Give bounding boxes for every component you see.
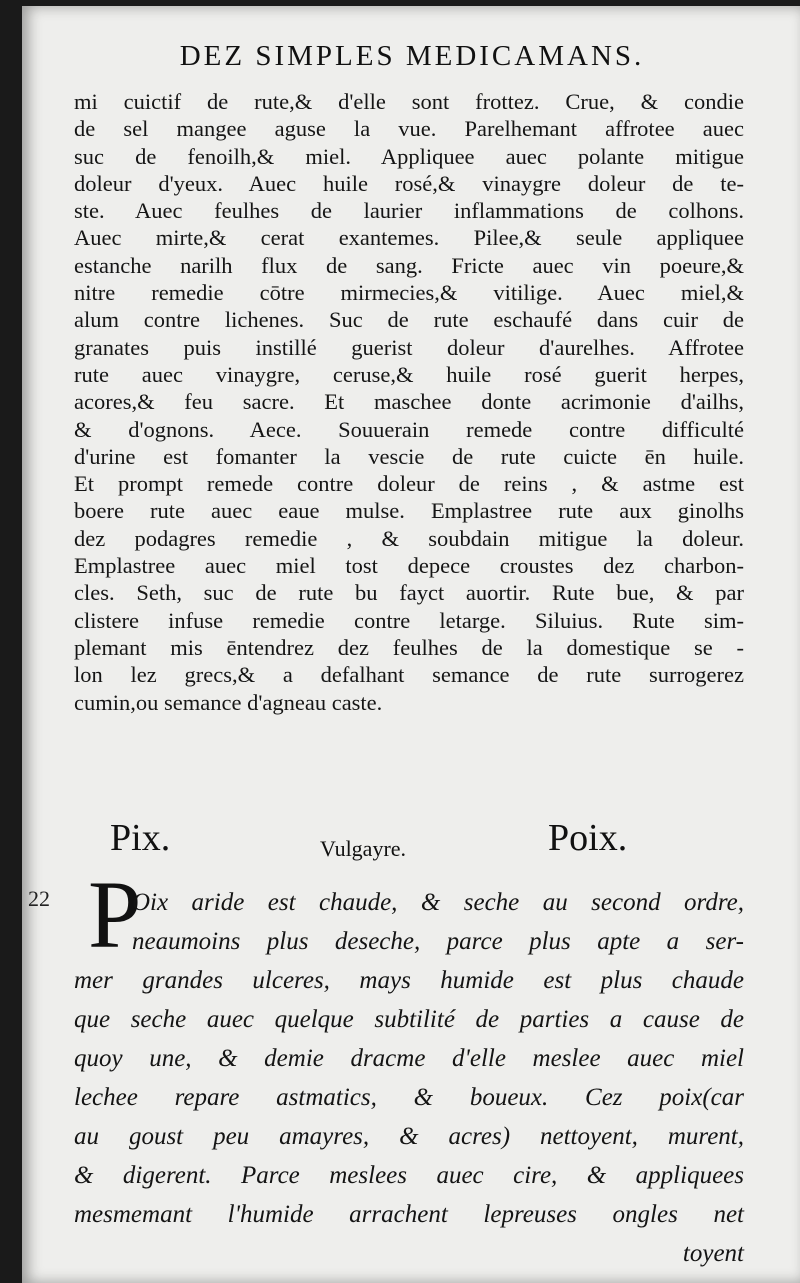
text-line: acores,& feu sacre. Et maschee donte acrimonie d'ailhs,	[74, 389, 744, 415]
text-line: de sel mangee aguse la vue. Parelhemant affrotee auec	[74, 116, 744, 142]
french-name: Poix.	[548, 817, 628, 859]
body-text	[74, 88, 744, 716]
text-line: estanche narilh flux de sang. Fricte auec vin poeure,&	[74, 252, 744, 278]
text-line: lon lez grecs,& a defalhant semance de rute surrogerez	[74, 662, 744, 688]
heading-subtitle: Vulgayre.	[320, 836, 407, 861]
italic-line: mesmemant l'humide arrachent lepreuses ongles net	[74, 1201, 744, 1228]
text-line: plemant mis ēntendrez dez feulhes de la domestique se -	[74, 634, 744, 660]
italic-line: que seche auec quelque subtilité de parties a cause de	[74, 1006, 744, 1033]
margin-number: 22	[28, 886, 50, 911]
book-page	[22, 6, 800, 1283]
text-line: boere rute auec eaue mulse. Emplastree rute aux ginolhs	[74, 498, 744, 524]
latin-name: Pix.	[110, 817, 171, 859]
italic-line: Oix aride est chaude, & seche au second ordre,	[132, 889, 744, 916]
running-head: DEZ SIMPLES MEDICAMANS.	[179, 40, 645, 72]
text-line: suc de fenoilh,& miel. Appliquee auec polante mitigue	[74, 143, 744, 169]
text-line: d'urine est fomanter la vescie de rute cuicte ēn huile.	[74, 443, 744, 469]
italic-line: lechee repare astmatics, & boueux. Cez poix(car	[74, 1084, 744, 1111]
text-line: Et prompt remede contre doleur de reins , & astme est	[74, 471, 744, 497]
text-line: rute auec vinaygre, ceruse,& huile rosé guerit herpes,	[74, 361, 744, 387]
text-line: doleur d'yeux. Auec huile rosé,& vinaygre doleur de te-	[74, 170, 744, 196]
text-line: nitre remedie cōtre mirmecies,& vitilige. Auec miel,&	[74, 280, 744, 306]
italic-line: quoy une, & demie dracme d'elle meslee auec miel	[74, 1045, 744, 1072]
text-line: Emplastree auec miel tost depece croustes dez charbon-	[74, 553, 744, 579]
italic-line: toyent	[682, 1240, 744, 1267]
text-line: alum contre lichenes. Suc de rute eschaufé dans cuir de	[74, 307, 744, 333]
text-line: & d'ognons. Aece. Souuerain remede contre difficulté	[74, 416, 744, 442]
text-line: Auec mirte,& cerat exantemes. Pilee,& seule appliquee	[74, 225, 744, 251]
text-line: ste. Auec feulhes de laurier inflammations de colhons.	[74, 198, 744, 224]
text-line: dez podagres remedie , & soubdain mitigue la doleur.	[74, 525, 744, 551]
section-italic-text	[74, 883, 744, 1273]
text-line: cles. Seth, suc de rute bu fayct auortir. Rute bue, & par	[74, 580, 744, 606]
italic-line: au goust peu amayres, & acres) nettoyent, murent,	[74, 1123, 744, 1150]
italic-line: mer grandes ulceres, mays humide est plus chaude	[74, 967, 744, 994]
text-line: clistere infuse remedie contre letarge. Siluius. Rute sim-	[74, 607, 744, 633]
drop-cap: P	[88, 861, 142, 968]
italic-line: & digerent. Parce meslees auec cire, & appliquees	[74, 1162, 744, 1189]
text-line: granates puis instillé guerist doleur d'aurelhes. Affrotee	[74, 334, 744, 360]
section-heading	[74, 806, 744, 866]
italic-line: neaumoins plus deseche, parce plus apte a ser-	[132, 928, 744, 955]
text-line: mi cuictif de rute,& d'elle sont frottez. Crue, & condie	[74, 89, 744, 114]
text-line: cumin,ou semance d'agneau caste.	[74, 689, 383, 715]
